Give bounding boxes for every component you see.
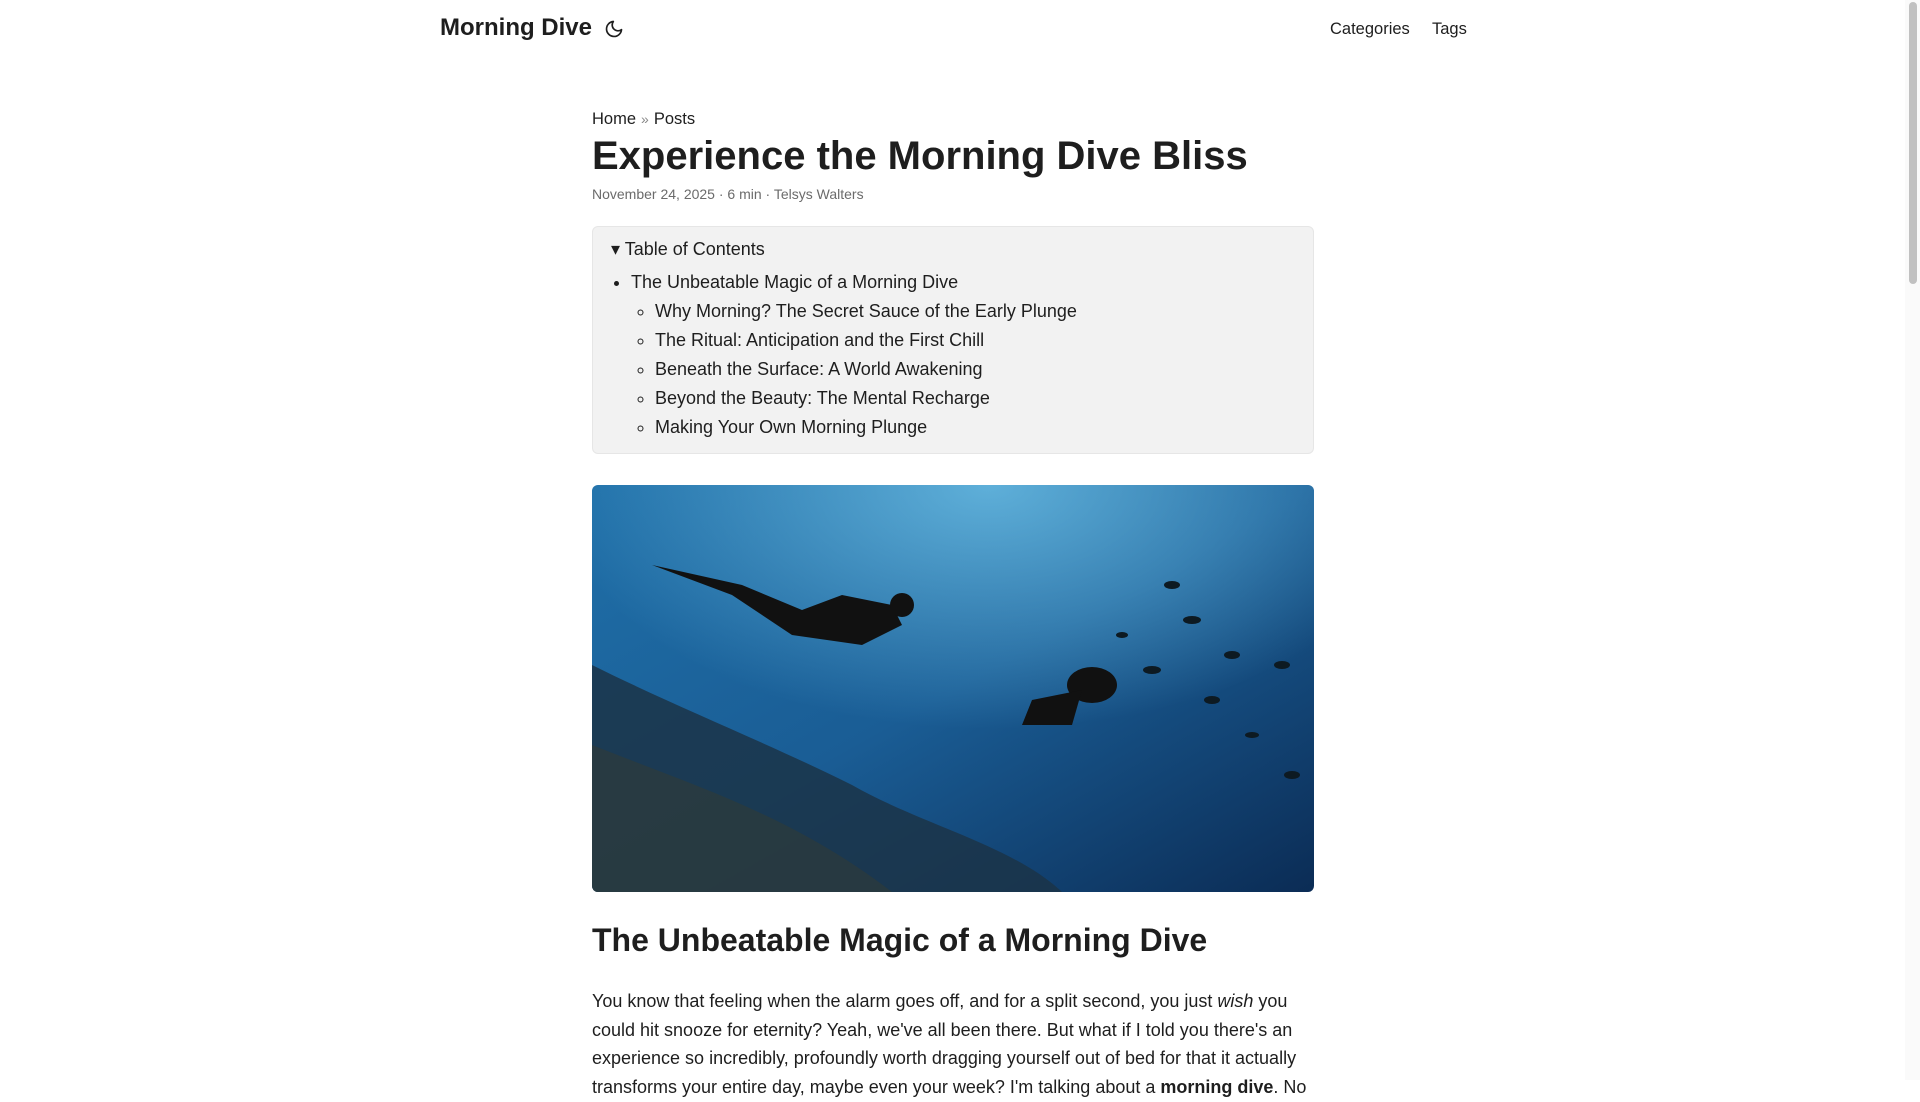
toc-link[interactable]: Why Morning? The Secret Sauce of the Early Plunge [655,301,1077,321]
text: you could hit snooze for eternity? Yeah, we've all been there. But what if I told you there's an experience so incredibly, profoundly worth dragging yourself out of bed for that it actually transforms your entire day, maybe even your week? I'm talking about a [592,991,1297,1098]
toc-title: Table of Contents [624,239,765,259]
toc-link[interactable]: The Unbeatable Magic of a Morning Dive [631,272,959,292]
site-header [0,0,1905,60]
table-of-contents [592,226,1314,454]
section-heading: The Unbeatable Magic of a Morning Dive [592,922,1208,958]
article-paragraph [592,987,1314,1102]
post-author: Telsys Walters [773,186,864,202]
nav-tags[interactable]: Tags [1432,20,1467,38]
breadcrumb-home[interactable]: Home [592,110,637,128]
site-logo[interactable]: Morning Dive [440,14,593,41]
toc-link[interactable]: Beneath the Surface: A World Awakening [655,359,983,379]
post-meta [592,186,864,202]
text: . No [1273,1077,1307,1098]
text: You know that feeling when the alarm goes off, and for a split second, you just [592,991,1218,1011]
toc-link[interactable]: Making Your Own Morning Plunge [655,417,928,437]
breadcrumb [592,110,695,129]
hero-image-divers [592,485,1314,892]
scrollbar-thumb[interactable] [1909,2,1917,284]
meta-separator: · [765,186,771,202]
post-title: Experience the Morning Dive Bliss [592,134,1248,178]
emphasis: wish [1217,991,1254,1011]
post-date: November 24, 2025 [592,186,715,202]
toc-toggle[interactable]: ▾ Table of Contents [611,239,765,259]
bold-text: morning dive [1160,1077,1274,1098]
scrollbar[interactable] [1905,0,1920,1080]
nav-categories[interactable]: Categories [1330,20,1410,38]
breadcrumb-separator: » [641,111,649,127]
toc-link[interactable]: The Ritual: Anticipation and the First Chill [655,330,985,350]
meta-separator: · [718,186,724,202]
moon-icon[interactable] [604,19,624,39]
read-time: 6 min [727,186,762,202]
toc-link[interactable]: Beyond the Beauty: The Mental Recharge [655,388,990,408]
breadcrumb-posts[interactable]: Posts [653,110,696,128]
